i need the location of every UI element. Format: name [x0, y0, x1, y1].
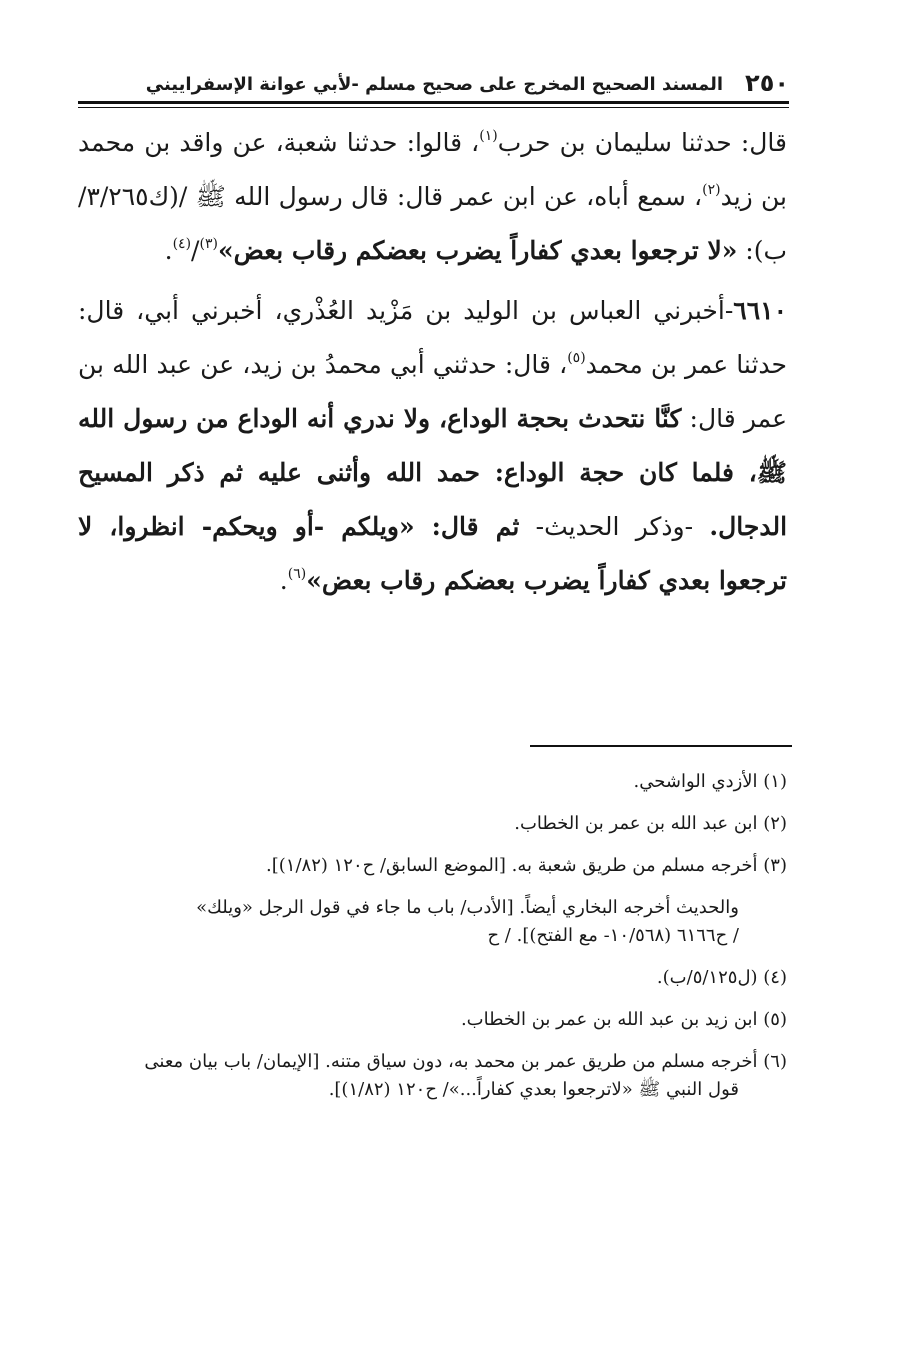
hadith-matn: كنَّا نتحدث بحجة الوداع، ولا ندري أنه الوداع من رسول الله ﷺ، فلما كان حجة الوداع: حمد الله وأثنى عليه ثم ذكر المسيح الدجال.	[78, 404, 788, 541]
hadith-matn: «لا ترجعوا بعدي كفاراً يضرب بعضكم رقاب بعض»	[217, 236, 738, 265]
footnote-line: قول النبي ﷺ «لاترجعوا بعدي كفاراً...»/ ح١٢٠ (١/٨٢)].	[328, 1079, 739, 1100]
text-segment: -أخبرني العباس بن الوليد بن مَزْيد العُذْري، أخبرني أبي، قال: حدثنا عمر بن محمد	[78, 296, 787, 379]
separator-slash: /	[191, 236, 200, 265]
full-stop: .	[164, 236, 173, 265]
text-segment: ، سمع أباه، عن ابن عمر قال: قال رسول الله ﷺ /(ك٣/٢٦٥/ب):	[78, 182, 787, 265]
footnote-separator	[530, 745, 792, 747]
footnote-ref-1: (١)	[479, 127, 498, 144]
main-text	[78, 116, 787, 608]
hadith-paragraph-2	[78, 284, 787, 608]
text-segment: -وذكر الحديث-	[519, 512, 710, 541]
footnote-6	[80, 1048, 787, 1104]
footnote-3-continuation	[80, 894, 787, 950]
footnote-3: (٣) أخرجه مسلم من طريق شعبة به. [الموضع السابق/ ح١٢٠ (١/٨٢)].	[266, 855, 787, 876]
header-rule	[78, 101, 789, 104]
footnote-ref-5: (٥)	[567, 349, 586, 366]
text-segment: ، قال: حدثني أبي محمدُ بن زيد، عن عبد الله بن عمر قال:	[78, 350, 788, 433]
hadith-paragraph-1	[78, 116, 787, 278]
page-header	[78, 66, 789, 98]
footnote-ref-6: (٦)	[287, 565, 307, 582]
footnotes	[80, 768, 787, 1118]
text-segment: ، قالوا: حدثنا شعبة، عن واقد بن محمد بن زيد	[78, 128, 787, 211]
header-rule-thin	[78, 107, 789, 108]
footnote-line: والحديث أخرجه البخاري أيضاً. [الأدب/ باب ما جاء في قول الرجل «ويلك»	[196, 897, 739, 918]
footnote-ref-4: (٤)	[172, 235, 192, 252]
page-number: ٢٥٠	[745, 69, 789, 97]
footnote-ref-2: (٢)	[702, 181, 721, 198]
footnote-2: (٢) ابن عبد الله بن عمر بن الخطاب.	[514, 813, 787, 834]
hadith-matn: ثم قال: «ويلكم -أو ويحكم- انظروا، لا ترجعوا بعدي كفاراً يضرب بعضكم رقاب بعض»	[78, 512, 787, 595]
full-stop: .	[279, 566, 288, 595]
footnote-line: / ح٦١٦٦ (١٠/٥٦٨- مع الفتح)]. / ح	[487, 925, 739, 946]
footnote-1: (١) الأزدي الواشحي.	[633, 771, 787, 792]
text-segment: قال: حدثنا سليمان بن حرب	[497, 128, 787, 157]
hadith-number: ٦٦١٠	[733, 296, 787, 325]
footnote-ref-3: (٣)	[199, 235, 218, 252]
footnote-5: (٥) ابن زيد بن عبد الله بن عمر بن الخطاب.	[460, 1009, 787, 1030]
footnote-line: (٦) أخرجه مسلم من طريق عمر بن محمد به، دون سياق متنه. [الإيمان/ باب بيان معنى	[144, 1051, 787, 1072]
footnote-4: (٤) (ل٥/١٢٥/ب).	[656, 967, 787, 988]
running-title: المسند الصحيح المخرج على صحيح مسلم -لأبي عوانة الإسفراييني	[145, 74, 724, 95]
